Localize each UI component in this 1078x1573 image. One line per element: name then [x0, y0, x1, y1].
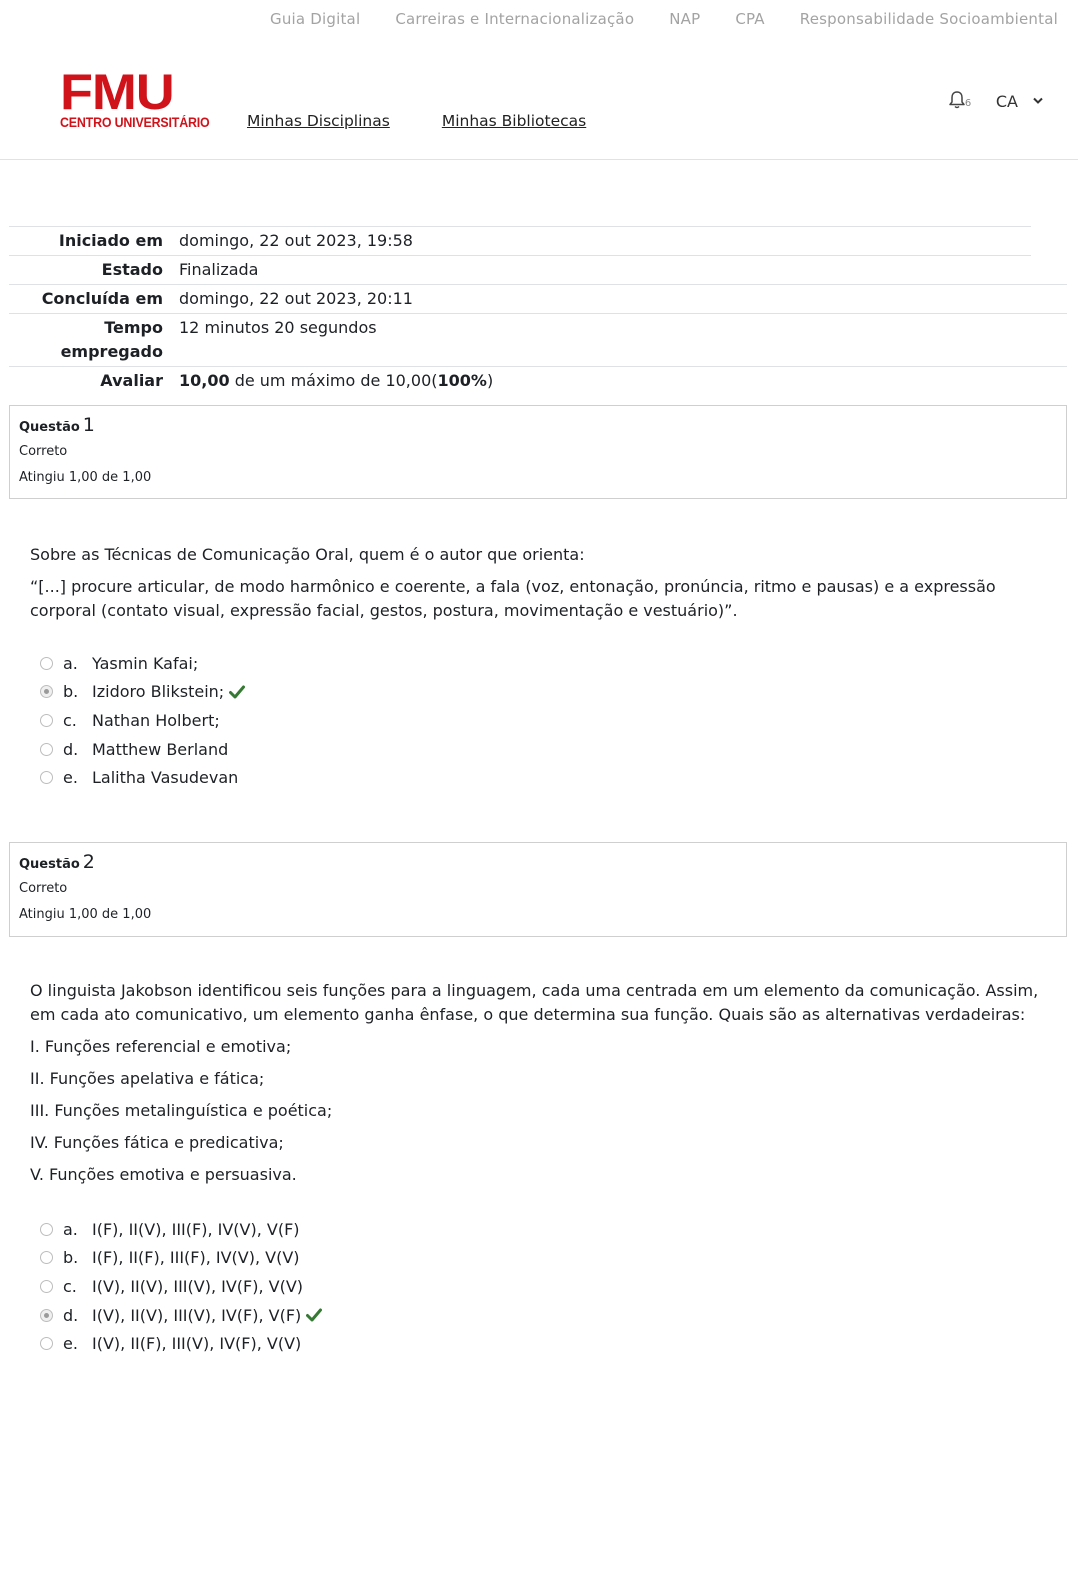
answer-text: Izidoro Blikstein;: [92, 682, 225, 702]
summary-label: Concluída em: [41, 289, 163, 308]
answer-text: I(V), II(F), III(V), IV(F), V(V): [92, 1334, 302, 1354]
answer-letter: c.: [63, 710, 77, 730]
answer-text: Yasmin Kafai;: [92, 653, 199, 673]
question-state: Correto: [19, 444, 68, 459]
main-nav: [247, 112, 638, 130]
summary-row-state: [9, 255, 1031, 284]
summary-value: 12 minutos 20 segundos: [179, 318, 377, 337]
question-paragraph: IV. Funções fática e predicativa;: [30, 1133, 284, 1152]
answer-letter: b.: [63, 1248, 79, 1268]
answer-text: I(V), II(V), III(V), IV(F), V(V): [92, 1276, 304, 1296]
answer-letter: d.: [63, 1305, 79, 1325]
summary-value: domingo, 22 out 2023, 20:11: [179, 289, 413, 308]
answer-letter: e.: [63, 768, 78, 788]
answer-radio[interactable]: [40, 1280, 53, 1293]
answer-text: Lalitha Vasudevan: [92, 768, 239, 788]
question-paragraph: V. Funções emotiva e persuasiva.: [30, 1165, 297, 1184]
answer-letter: a.: [63, 653, 78, 673]
question-state: Correto: [19, 881, 68, 896]
summary-value: [163, 369, 493, 393]
grade-percent: 100%: [437, 371, 487, 390]
summary-value: Finalizada: [179, 260, 259, 279]
answer-radio[interactable]: [40, 1337, 53, 1350]
summary-label: Estado: [101, 260, 163, 279]
grade-text: de um máximo de 10,00(: [229, 371, 438, 390]
answer-radio[interactable]: [40, 743, 53, 756]
question-number: [19, 414, 1057, 436]
question-1-text: [30, 543, 1040, 631]
bell-icon: [948, 90, 966, 110]
summary-label: Avaliar: [100, 371, 163, 390]
user-area: [948, 90, 1044, 112]
question-paragraph: III. Funções metalinguística e poética;: [30, 1101, 333, 1120]
answer-letter: e.: [63, 1334, 78, 1354]
answer-text: I(F), II(V), III(F), IV(V), V(F): [92, 1219, 300, 1239]
answer-option[interactable]: [40, 763, 245, 792]
question-paragraph: I. Funções referencial e emotiva;: [30, 1037, 292, 1056]
question-paragraph: II. Funções apelativa e fática;: [30, 1069, 265, 1088]
summary-label: [9, 316, 163, 364]
answer-radio[interactable]: [40, 714, 53, 727]
question-num: 1: [82, 414, 95, 436]
summary-row-grade: [9, 366, 1067, 395]
logo-title: FMU: [60, 64, 174, 120]
answer-option[interactable]: [40, 649, 245, 678]
question-2-answers: [40, 1215, 322, 1358]
answer-radio[interactable]: [40, 1223, 53, 1236]
answer-option[interactable]: [40, 1244, 322, 1273]
fmu-logo[interactable]: [60, 64, 210, 130]
question-2-info: [9, 842, 1067, 937]
answer-option[interactable]: [40, 706, 245, 735]
answer-text: I(F), II(F), III(F), IV(V), V(V): [92, 1248, 300, 1268]
notifications-button[interactable]: [948, 90, 970, 112]
answer-letter: a.: [63, 1219, 78, 1239]
topnav-carreiras[interactable]: Carreiras e Internacionalização: [395, 10, 635, 28]
answer-radio[interactable]: [40, 1309, 53, 1322]
question-1-answers: [40, 649, 245, 792]
nav-minhas-disciplinas[interactable]: Minhas Disciplinas: [247, 112, 390, 130]
question-grade: Atingiu 1,00 de 1,00: [19, 907, 152, 922]
answer-option[interactable]: [40, 1272, 322, 1301]
correct-check-icon: [229, 685, 245, 699]
summary-row-completed: [9, 284, 1067, 313]
notification-count: 6: [964, 98, 972, 109]
answer-option[interactable]: [40, 678, 245, 707]
summary-row-time: [9, 313, 1067, 366]
answer-radio[interactable]: [40, 771, 53, 784]
answer-text: Nathan Holbert;: [92, 710, 220, 730]
time-label-line2: empregado: [60, 342, 163, 361]
attempt-summary: [9, 226, 1067, 395]
question-paragraph: O linguista Jakobson identificou seis funções para a linguagem, cada uma centrada em um elemento da comunicação. Assim, em cada ato comunicativo, um elemento ganha ênfase, o que determina sua função. Quais são as alternativas verdadeiras:: [30, 981, 1039, 1024]
answer-radio[interactable]: [40, 685, 53, 698]
summary-label: Iniciado em: [58, 231, 163, 250]
topnav-responsabilidade[interactable]: Responsabilidade Socioambiental: [799, 10, 1058, 28]
answer-text: Matthew Berland: [92, 739, 229, 759]
answer-option[interactable]: [40, 735, 245, 764]
grade-close: ): [486, 371, 494, 390]
answer-radio[interactable]: [40, 657, 53, 670]
chevron-down-icon[interactable]: [1032, 97, 1044, 105]
grade-score: 10,00: [179, 371, 230, 390]
answer-radio[interactable]: [40, 1251, 53, 1264]
answer-letter: d.: [63, 739, 79, 759]
answer-option[interactable]: [40, 1301, 322, 1330]
question-number: [19, 851, 1057, 873]
summary-row-started: [9, 226, 1031, 255]
question-grade: Atingiu 1,00 de 1,00: [19, 470, 152, 485]
question-label: Questão: [19, 857, 80, 872]
question-label: Questão: [19, 420, 80, 435]
topnav-cpa[interactable]: CPA: [735, 10, 765, 28]
time-label-line1: Tempo: [104, 318, 163, 337]
answer-option[interactable]: [40, 1215, 322, 1244]
nav-minhas-bibliotecas[interactable]: Minhas Bibliotecas: [441, 112, 587, 130]
correct-check-icon: [306, 1308, 322, 1322]
answer-letter: c.: [63, 1276, 77, 1296]
question-paragraph: “[...] procure articular, de modo harmônico e coerente, a fala (voz, entonação, pronúncia, ritmo e pausas) e a expressão corporal (contato visual, expressão facial, gestos, postura, movimentação e vestuário)”.: [30, 577, 996, 620]
logo-subtitle: CENTRO UNIVERSITÁRIO: [60, 115, 210, 130]
answer-text: I(V), II(V), III(V), IV(F), V(F): [92, 1305, 302, 1325]
question-2-text: [30, 979, 1040, 1195]
site-header: [0, 0, 1078, 160]
answer-option[interactable]: [40, 1329, 322, 1358]
answer-letter: b.: [63, 682, 79, 702]
question-1-info: [9, 405, 1067, 499]
summary-value: domingo, 22 out 2023, 19:58: [179, 231, 413, 250]
topnav-guia-digital[interactable]: Guia Digital: [270, 10, 361, 28]
question-paragraph: Sobre as Técnicas de Comunicação Oral, quem é o autor que orienta:: [30, 545, 585, 564]
user-initials[interactable]: CA: [995, 91, 1018, 111]
topnav-nap[interactable]: NAP: [669, 10, 701, 28]
question-num: 2: [82, 851, 95, 873]
